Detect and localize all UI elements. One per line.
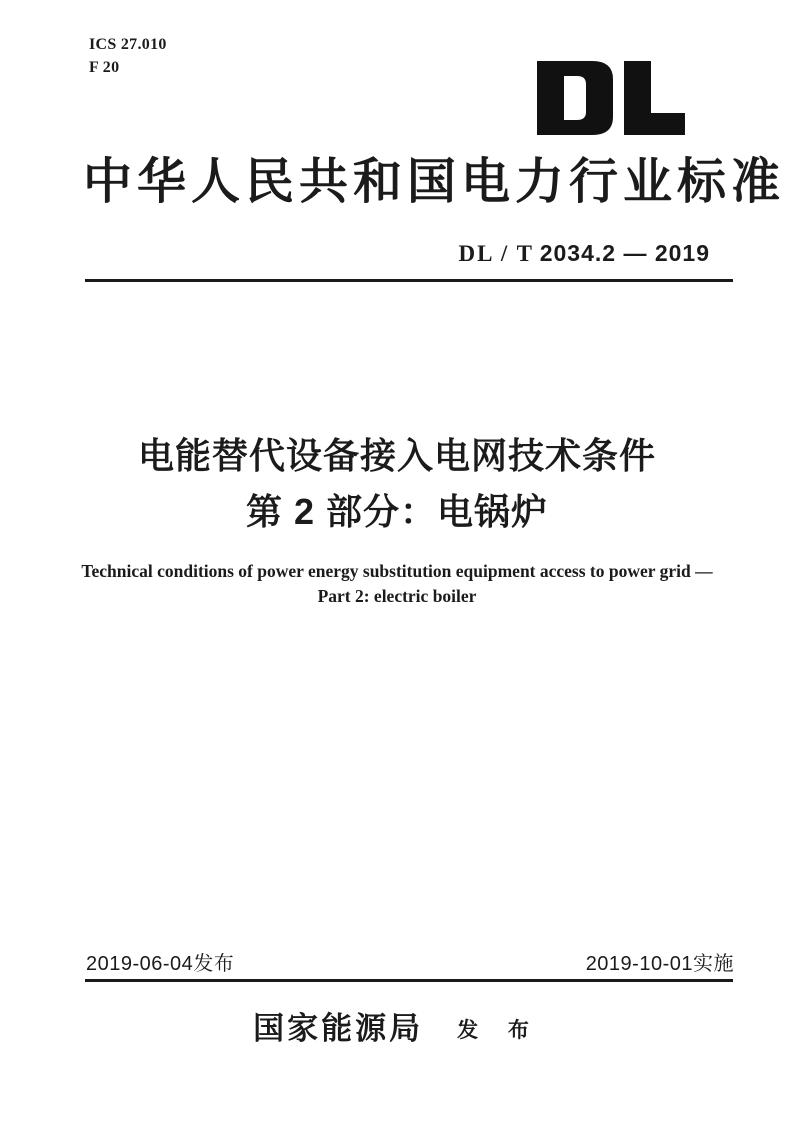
footer-divider xyxy=(85,979,733,982)
standard-code-prefix: DL / T xyxy=(458,241,534,266)
ics-code: ICS 27.010 xyxy=(89,36,167,53)
standard-code xyxy=(458,240,710,267)
implement-label: 实施 xyxy=(693,953,734,975)
dl-logo-icon xyxy=(537,61,685,135)
issue-date-group xyxy=(86,947,234,976)
issue-label: 发布 xyxy=(193,953,235,975)
implement-date: 2019-10-01 xyxy=(585,953,693,975)
doc-classification-code: F 20 xyxy=(89,59,120,76)
document-title-en-line2: Part 2: electric boiler xyxy=(317,586,477,606)
publisher-row xyxy=(0,1003,794,1048)
document-title-zh-line2: 第 2 部分：电锅炉 xyxy=(245,491,549,532)
header-divider xyxy=(85,279,733,282)
document-title-zh-line1: 电能替代设备接入电网技术条件 xyxy=(137,435,656,476)
issue-date: 2019-06-04 xyxy=(86,953,194,975)
document-title-en xyxy=(0,559,794,609)
document-title-en-line1: Technical conditions of power energy substitution equipment access to power grid — xyxy=(81,561,713,581)
publisher-name: 国家能源局 xyxy=(253,1011,424,1046)
implement-date-group xyxy=(586,947,734,976)
document-title-zh xyxy=(0,428,794,540)
classification-codes xyxy=(89,33,167,79)
publish-label: 发 布 xyxy=(457,1019,541,1042)
standard-series-title: 中华人民共和国电力行业标准 xyxy=(83,154,786,209)
date-row xyxy=(86,947,734,976)
standard-code-number: 2034.2 — 2019 xyxy=(539,240,710,266)
